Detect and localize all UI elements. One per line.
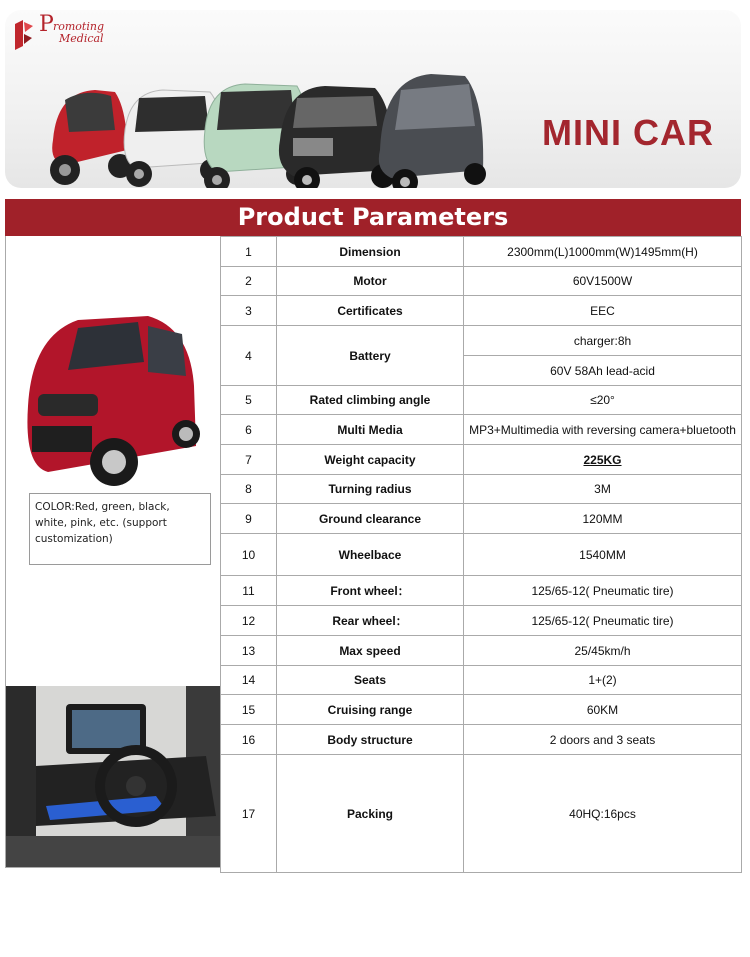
spec-name: Certificates bbox=[277, 296, 464, 326]
logo-line-1: romoting bbox=[53, 20, 104, 33]
table-row bbox=[221, 415, 742, 445]
table-row bbox=[221, 606, 742, 636]
spec-name: Seats bbox=[277, 666, 464, 695]
spec-name: Battery bbox=[277, 326, 464, 386]
banner bbox=[5, 10, 741, 188]
spec-value: EEC bbox=[464, 296, 742, 326]
spec-name: Rear wheel： bbox=[277, 606, 464, 636]
black-car-image bbox=[279, 86, 395, 188]
spec-name: Dimension bbox=[277, 237, 464, 267]
spec-value: 125/65-12( Pneumatic tire) bbox=[464, 606, 742, 636]
spec-name: Rated climbing angle bbox=[277, 386, 464, 415]
spec-table bbox=[220, 236, 742, 873]
mini-car-lineup-image bbox=[35, 70, 495, 188]
spec-name: Body structure bbox=[277, 725, 464, 755]
row-number: 5 bbox=[221, 386, 277, 415]
table-row bbox=[221, 636, 742, 666]
row-number: 14 bbox=[221, 666, 277, 695]
spec-name: Turning radius bbox=[277, 475, 464, 504]
table-row bbox=[221, 576, 742, 606]
spec-name: Max speed bbox=[277, 636, 464, 666]
table-row bbox=[221, 326, 742, 356]
spec-value: MP3+Multimedia with reversing camera+bluetooth bbox=[464, 415, 742, 445]
row-number: 9 bbox=[221, 504, 277, 534]
spec-name: Packing bbox=[277, 755, 464, 873]
company-logo bbox=[13, 12, 113, 54]
spec-name: Cruising range bbox=[277, 695, 464, 725]
spec-value: 120MM bbox=[464, 504, 742, 534]
table-row bbox=[221, 475, 742, 504]
table-row bbox=[221, 237, 742, 267]
row-number: 8 bbox=[221, 475, 277, 504]
row-number: 12 bbox=[221, 606, 277, 636]
row-number: 3 bbox=[221, 296, 277, 326]
table-row bbox=[221, 267, 742, 296]
spec-value: 40HQ:16pcs bbox=[464, 755, 742, 873]
row-number: 7 bbox=[221, 445, 277, 475]
row-number: 13 bbox=[221, 636, 277, 666]
spec-value: 2 doors and 3 seats bbox=[464, 725, 742, 755]
spec-value: ≤20° bbox=[464, 386, 742, 415]
row-number: 2 bbox=[221, 267, 277, 296]
row-number: 6 bbox=[221, 415, 277, 445]
interior-dashboard-photo bbox=[6, 686, 220, 867]
table-row bbox=[221, 386, 742, 415]
spec-value: 1540MM bbox=[464, 534, 742, 576]
spec-name: Motor bbox=[277, 267, 464, 296]
spec-name: Wheelbace bbox=[277, 534, 464, 576]
spec-value: 60V1500W bbox=[464, 267, 742, 296]
logo-mark-icon bbox=[13, 20, 35, 50]
logo-line-2: Medical bbox=[59, 32, 104, 45]
spec-name: Ground clearance bbox=[277, 504, 464, 534]
spec-value: charger:8h bbox=[464, 326, 742, 356]
table-row bbox=[221, 445, 742, 475]
table-row bbox=[221, 534, 742, 576]
grey-car-image bbox=[379, 74, 486, 188]
spec-value: 25/45km/h bbox=[464, 636, 742, 666]
table-row bbox=[221, 296, 742, 326]
logo-letter: P bbox=[39, 12, 54, 37]
row-number: 1 bbox=[221, 237, 277, 267]
spec-value: 1+(2) bbox=[464, 666, 742, 695]
left-column bbox=[5, 236, 220, 868]
red-mini-car-photo bbox=[18, 276, 208, 516]
row-number: 4 bbox=[221, 326, 277, 386]
color-options-note: COLOR:Red, green, black, white, pink, etc. (support customization) bbox=[29, 493, 211, 565]
spec-value: 2300mm(L)1000mm(W)1495mm(H) bbox=[464, 237, 742, 267]
table-row bbox=[221, 695, 742, 725]
row-number: 16 bbox=[221, 725, 277, 755]
spec-value: 3M bbox=[464, 475, 742, 504]
spec-value: 60KM bbox=[464, 695, 742, 725]
spec-name: Front wheel： bbox=[277, 576, 464, 606]
banner-title: MINI CAR bbox=[542, 112, 714, 153]
product-parameters-header: Product Parameters bbox=[5, 199, 741, 236]
table-row bbox=[221, 666, 742, 695]
table-row bbox=[221, 755, 742, 873]
red-scooter-car-image bbox=[50, 90, 132, 185]
row-number: 15 bbox=[221, 695, 277, 725]
table-row bbox=[221, 725, 742, 755]
row-number: 11 bbox=[221, 576, 277, 606]
row-number: 10 bbox=[221, 534, 277, 576]
table-row bbox=[221, 504, 742, 534]
spec-value: 60V 58Ah lead-acid bbox=[464, 356, 742, 386]
spec-name: Weight capacity bbox=[277, 445, 464, 475]
spec-name: Multi Media bbox=[277, 415, 464, 445]
spec-value: 225KG bbox=[464, 445, 742, 475]
row-number: 17 bbox=[221, 755, 277, 873]
spec-value: 125/65-12( Pneumatic tire) bbox=[464, 576, 742, 606]
